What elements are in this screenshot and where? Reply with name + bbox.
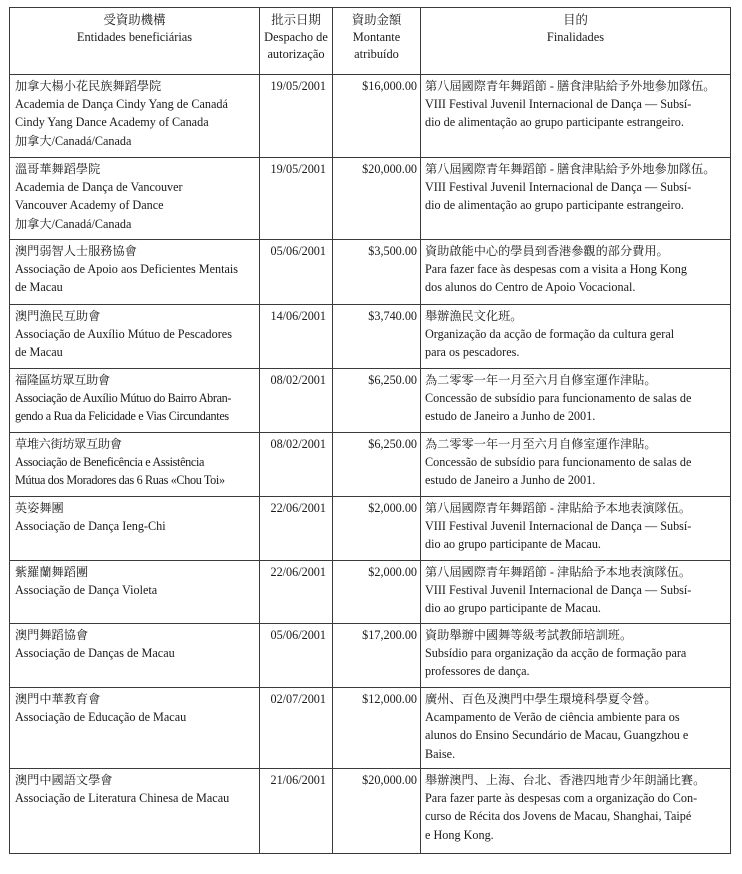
entity-line: Associação de Apoio aos Deficientes Mentais xyxy=(15,262,239,277)
purpose-line: Baise. xyxy=(425,746,456,761)
purpose-line: 為二零零一年一月至六月自修室運作津貼。 xyxy=(425,437,657,451)
header-amount xyxy=(333,8,421,75)
date-cell: 22/06/2001 xyxy=(260,497,333,561)
purpose-line: Concessão de subsídio para funcionamento de salas de xyxy=(425,391,692,406)
date-cell: 22/06/2001 xyxy=(260,561,333,624)
entity-line: 澳門漁民互助會 xyxy=(15,309,101,323)
amount-cell: $6,250.00 xyxy=(333,369,421,433)
purpose-cell xyxy=(421,561,731,624)
purpose-line: Concessão de subsídio para funcionamento de salas de xyxy=(425,455,692,470)
entity-cell xyxy=(10,369,260,433)
purpose-line: 第八屆國際青年舞蹈節 - 津貼給予本地表演隊伍。 xyxy=(425,565,692,579)
entity-line: 紫羅蘭舞蹈團 xyxy=(15,565,89,579)
entity-cell xyxy=(10,688,260,769)
table-row xyxy=(10,624,731,688)
purpose-cell xyxy=(421,769,731,854)
date-cell: 02/07/2001 xyxy=(260,688,333,769)
date-cell: 19/05/2001 xyxy=(260,158,333,240)
entity-line: gendo a Rua da Felicidade e Vias Circundantes xyxy=(15,409,229,424)
purpose-line: dio ao grupo participante de Macau. xyxy=(425,601,601,616)
date-cell: 14/06/2001 xyxy=(260,305,333,369)
entity-line: 澳門舞蹈協會 xyxy=(15,628,89,642)
purpose-line: e Hong Kong. xyxy=(425,827,494,842)
purpose-line: 資助舉辦中國舞等級考試教師培訓班。 xyxy=(425,628,633,642)
entity-line: 澳門中國語文學會 xyxy=(15,773,113,787)
header-entity-zh: 受資助機構 xyxy=(103,13,166,27)
header-amount-zh: 資助金額 xyxy=(351,13,402,27)
entity-line: 英姿舞團 xyxy=(15,501,64,515)
purpose-line: dio de alimentação ao grupo participante estrangeiro. xyxy=(425,198,684,213)
date-cell: 08/02/2001 xyxy=(260,369,333,433)
table-row xyxy=(10,497,731,561)
date-cell: 05/06/2001 xyxy=(260,624,333,688)
purpose-line: Organização da acção de formação da cultura geral xyxy=(425,327,675,342)
amount-cell: $2,000.00 xyxy=(333,497,421,561)
purpose-line: Para fazer face às despesas com a visita a Hong Kong xyxy=(425,262,687,277)
entity-line: 草堆六街坊眾互助會 xyxy=(15,437,122,451)
purpose-line: Subsídio para organização da acção de formação para xyxy=(425,646,687,661)
purpose-cell xyxy=(421,624,731,688)
table-row xyxy=(10,240,731,305)
entity-cell xyxy=(10,75,260,158)
date-cell: 08/02/2001 xyxy=(260,433,333,497)
entity-line: Associação de Danças de Macau xyxy=(15,646,175,661)
purpose-cell xyxy=(421,305,731,369)
purpose-line: professores de dança. xyxy=(425,664,530,679)
date-cell: 19/05/2001 xyxy=(260,75,333,158)
entity-cell xyxy=(10,624,260,688)
entity-line: Academia de Dança Cindy Yang de Canadá xyxy=(15,97,228,112)
header-purpose xyxy=(421,8,731,75)
entity-line: Associação de Educação de Macau xyxy=(15,710,187,725)
purpose-cell xyxy=(421,240,731,305)
amount-cell: $17,200.00 xyxy=(333,624,421,688)
purpose-line: Para fazer parte às despesas com a organização do Con- xyxy=(425,791,698,806)
purpose-line: 舉辦漁民文化班。 xyxy=(425,309,523,323)
entity-line: Associação de Dança Violeta xyxy=(15,583,158,598)
purpose-line: para os pescadores. xyxy=(425,345,520,360)
date-cell: 05/06/2001 xyxy=(260,240,333,305)
entity-line: 福隆區坊眾互助會 xyxy=(15,373,110,387)
amount-cell: $3,500.00 xyxy=(333,240,421,305)
amount-cell: $16,000.00 xyxy=(333,75,421,158)
purpose-cell xyxy=(421,75,731,158)
amount-cell: $20,000.00 xyxy=(333,769,421,854)
entity-line: Academia de Dança de Vancouver xyxy=(15,180,183,195)
entity-line: 加拿大/Canadá/Canada xyxy=(15,216,132,231)
entity-line: de Macau xyxy=(15,280,63,295)
purpose-line: curso de Récita dos Jovens de Macau, Shanghai, Taipé xyxy=(425,809,692,824)
purpose-line: 廣州、百色及澳門中學生環境科學夏令營。 xyxy=(425,692,657,706)
purpose-line: dio de alimentação ao grupo participante estrangeiro. xyxy=(425,115,684,130)
entity-line: de Macau xyxy=(15,345,63,360)
purpose-line: Acampamento de Verão de ciência ambiente para os xyxy=(425,710,680,725)
entity-line: Associação de Beneficência e Assistência xyxy=(15,455,205,470)
entity-line: 澳門中華教育會 xyxy=(15,692,101,706)
purpose-line: VIII Festival Juvenil Internacional de Dança — Subsí- xyxy=(425,583,692,598)
purpose-line: 舉辦澳門、上海、台北、香港四地青少年朗誦比賽。 xyxy=(425,773,706,787)
entity-line: 加拿大/Canadá/Canada xyxy=(15,133,132,148)
entity-line: Associação de Auxílio Mútuo do Bairro Abran- xyxy=(15,391,232,406)
entity-cell xyxy=(10,769,260,854)
entity-line: Associação de Auxílio Mútuo de Pescadores xyxy=(15,327,232,342)
header-date xyxy=(260,8,333,75)
purpose-line: dos alunos do Centro de Apoio Vocacional. xyxy=(425,280,636,295)
entity-line: 澳門弱智人士服務協會 xyxy=(15,244,137,258)
entity-cell xyxy=(10,240,260,305)
entity-line: Vancouver Academy of Dance xyxy=(15,198,164,213)
header-entity xyxy=(10,8,260,75)
purpose-line: VIII Festival Juvenil Internacional de Dança — Subsí- xyxy=(425,180,692,195)
table-row xyxy=(10,769,731,854)
purpose-line: 為二零零一年一月至六月自修室運作津貼。 xyxy=(425,373,657,387)
entity-line: 加拿大楊小花民族舞蹈學院 xyxy=(15,79,162,93)
table-row xyxy=(10,561,731,624)
purpose-cell xyxy=(421,688,731,769)
table-row xyxy=(10,688,731,769)
header-date-pt1: Despacho de xyxy=(264,30,328,44)
purpose-line: estudo de Janeiro a Junho de 2001. xyxy=(425,473,596,488)
date-cell: 21/06/2001 xyxy=(260,769,333,854)
amount-cell: $12,000.00 xyxy=(333,688,421,769)
entity-line: Associação de Literatura Chinesa de Macau xyxy=(15,791,230,806)
table-row xyxy=(10,433,731,497)
amount-cell: $6,250.00 xyxy=(333,433,421,497)
header-amount-pt2: atribuído xyxy=(354,47,399,61)
subsidy-document xyxy=(9,7,730,854)
header-date-zh: 批示日期 xyxy=(271,13,321,27)
purpose-line: estudo de Janeiro a Junho de 2001. xyxy=(425,409,596,424)
purpose-cell xyxy=(421,369,731,433)
entity-line: Cindy Yang Dance Academy of Canada xyxy=(15,115,209,130)
purpose-cell xyxy=(421,433,731,497)
entity-line: Mútua dos Moradores das 6 Ruas «Chou Toi» xyxy=(15,473,225,488)
purpose-line: 第八屆國際青年舞蹈節 - 津貼給予本地表演隊伍。 xyxy=(425,501,692,515)
entity-cell xyxy=(10,305,260,369)
header-purpose-zh: 目的 xyxy=(563,13,588,27)
entity-cell xyxy=(10,433,260,497)
purpose-line: VIII Festival Juvenil Internacional de Dança — Subsí- xyxy=(425,97,692,112)
entity-line: 溫哥華舞蹈學院 xyxy=(15,162,101,176)
entity-cell xyxy=(10,561,260,624)
purpose-line: 資助啟能中心的學員到香港參觀的部分費用。 xyxy=(425,244,669,258)
entity-cell xyxy=(10,158,260,240)
table-row xyxy=(10,369,731,433)
header-entity-pt: Entidades beneficiárias xyxy=(76,30,193,44)
purpose-line: 第八屆國際青年舞蹈節 - 膳食津貼給予外地參加隊伍。 xyxy=(425,79,716,93)
entity-cell xyxy=(10,497,260,561)
purpose-line: alunos do Ensino Secundário de Macau, Guangzhou e xyxy=(425,728,689,743)
purpose-line: 第八屆國際青年舞蹈節 - 膳食津貼給予外地參加隊伍。 xyxy=(425,162,716,176)
table-row xyxy=(10,158,731,240)
purpose-cell xyxy=(421,497,731,561)
header-purpose-pt: Finalidades xyxy=(546,30,605,44)
header-date-pt2: autorização xyxy=(267,47,325,61)
amount-cell: $3,740.00 xyxy=(333,305,421,369)
amount-cell: $20,000.00 xyxy=(333,158,421,240)
purpose-cell xyxy=(421,158,731,240)
entity-line: Associação de Dança Ieng-Chi xyxy=(15,519,166,534)
table-header-row xyxy=(10,8,731,75)
table-row xyxy=(10,75,731,158)
table-row xyxy=(10,305,731,369)
subsidy-table xyxy=(9,7,731,854)
purpose-line: VIII Festival Juvenil Internacional de Dança — Subsí- xyxy=(425,519,692,534)
table-body xyxy=(10,75,731,854)
purpose-line: dio ao grupo participante de Macau. xyxy=(425,537,601,552)
amount-cell: $2,000.00 xyxy=(333,561,421,624)
header-amount-pt1: Montante xyxy=(352,30,401,44)
